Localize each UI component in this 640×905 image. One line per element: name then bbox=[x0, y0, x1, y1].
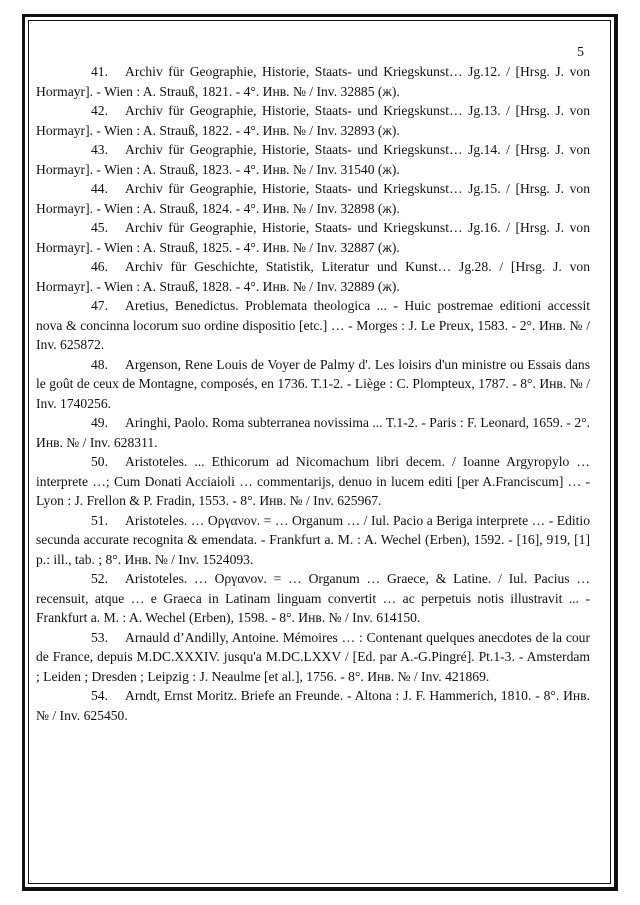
entry-number: 49. bbox=[91, 415, 108, 430]
entry-number: 51. bbox=[91, 512, 108, 528]
catalog-entry bbox=[36, 355, 590, 414]
catalog-entry bbox=[36, 569, 590, 628]
entry-number: 48. bbox=[91, 356, 108, 372]
entry-number: 50. bbox=[91, 454, 108, 469]
page-number: 5 bbox=[577, 45, 584, 60]
catalog-entry bbox=[36, 686, 590, 725]
entry-number: 53. bbox=[91, 629, 108, 645]
catalog-entry bbox=[36, 62, 590, 101]
entry-text: Arndt, Ernst Moritz. Briefe an Freunde. - Altona : J. F. Hammerich, 1810. - 8°. Инв. № / Inv. 625450. bbox=[36, 688, 590, 723]
catalog-entry bbox=[36, 218, 590, 257]
catalog-entry bbox=[36, 257, 590, 296]
entry-text: Archiv für Geographie, Historie, Staats- und Kriegskunst… Jg.12. / [Hrsg. J. von Hormayr]. - Wien : A. Strauß, 1821. - 4°. Инв. № / Inv. 32885 (ж). bbox=[36, 64, 590, 99]
entry-text: Aristoteles. … Οργανον. = … Organum … Graece, & Latine. / Iul. Pacius … recensuit, atque … e Graeca in Latinam linguam convertit … ac perpetuis notis illustravit ... - Frankfurt a. M. : A. Wechel (Erben), 1598. - 8°. Инв. № / Inv. 614150. bbox=[36, 571, 590, 625]
entry-text: Archiv für Geschichte, Statistik, Literatur und Kunst… Jg.28. / [Hrsg. J. von Hormayr]. - Wien : A. Strauß, 1828. - 4°. Инв. № / Inv. 32889 (ж). bbox=[36, 259, 590, 294]
entry-number: 43. bbox=[91, 142, 108, 157]
entry-text: Arnauld d’Andilly, Antoine. Mémoires … : Contenant quelques anecdotes de la cour de France, depuis M.DC.XXXIV. jusqu'a M.DC.LXXV / [Ed. par A.-G.Pingré]. Pt.1-3. - Amsterdam ; Leiden ; Dresden ; Leipzig : J. Neaulme [et al.], 1756. - 8°. Инв. № / Inv. 421869. bbox=[36, 629, 590, 684]
entry-number: 46. bbox=[91, 259, 108, 274]
entry-text: Archiv für Geographie, Historie, Staats- und Kriegskunst… Jg.14. / [Hrsg. J. von Hormayr]. - Wien : A. Strauß, 1823. - 4°. Инв. № / Inv. 31540 (ж). bbox=[36, 142, 590, 177]
entry-number: 47. bbox=[91, 298, 108, 313]
entry-number: 42. bbox=[91, 103, 108, 118]
catalog-page bbox=[36, 44, 590, 725]
entry-number: 45. bbox=[91, 220, 108, 235]
entry-text: Aringhi, Paolo. Roma subterranea novissima ... T.1-2. - Paris : F. Leonard, 1659. - 2°. Инв. № / Inv. 628311. bbox=[36, 415, 590, 450]
entry-text: Aristoteles. ... Ethicorum ad Nicomachum libri decem. / Ioanne Argyropylo … interprete …; Cum Donati Acciaioli … commentarijs, denuo in lucem editi [per A.Franciscum] … - Lyon : J. Frellon & P. Fradin, 1553. - 8°. Инв. № / Inv. 625967. bbox=[36, 454, 590, 508]
catalog-entry bbox=[36, 296, 590, 355]
entry-text: Aristoteles. … Οργανον. = … Organum … / Iul. Pacio a Beriga interprete … - Editio secunda accurate recognita & emendata. - Frankfurt a. M. : A. Wechel (Erben), 1592. - [16], 919, [1] p.: ill., tab. ; 8°. Инв. № / Inv. 1524093. bbox=[36, 512, 590, 567]
entry-text: Archiv für Geographie, Historie, Staats- und Kriegskunst… Jg.13. / [Hrsg. J. von Hormayr]. - Wien : A. Strauß, 1822. - 4°. Инв. № / Inv. 32893 (ж). bbox=[36, 103, 590, 138]
catalog-entry bbox=[36, 140, 590, 179]
catalog-entry bbox=[36, 101, 590, 140]
catalog-entry bbox=[36, 452, 590, 511]
catalog-entry bbox=[36, 413, 590, 452]
entry-text: Aretius, Benedictus. Problemata theologica ... - Huic postremae editioni accessit nova & concinna locorum suo ordine dispositio [etc.] … - Morges : J. Le Preux, 1583. - 2°. Инв. № / Inv. 625872. bbox=[36, 298, 590, 352]
entry-text: Archiv für Geographie, Historie, Staats- und Kriegskunst… Jg.15. / [Hrsg. J. von Hormayr]. - Wien : A. Strauß, 1824. - 4°. Инв. № / Inv. 32898 (ж). bbox=[36, 181, 590, 216]
catalog-entry bbox=[36, 179, 590, 218]
catalog-entry bbox=[36, 628, 590, 687]
entry-number: 44. bbox=[91, 181, 108, 196]
entry-number: 54. bbox=[91, 688, 108, 703]
entry-number: 41. bbox=[91, 64, 108, 79]
entry-text: Archiv für Geographie, Historie, Staats- und Kriegskunst… Jg.16. / [Hrsg. J. von Hormayr]. - Wien : A. Strauß, 1825. - 4°. Инв. № / Inv. 32887 (ж). bbox=[36, 220, 590, 255]
entry-number: 52. bbox=[91, 571, 108, 586]
entry-text: Argenson, Rene Louis de Voyer de Palmy d'. Les loisirs d'un ministre ou Essais dans le goût de ceux de Montagne, composés, en 1736. T.1-2. - Liège : C. Plompteux, 1787. - 8°. Инв. № / Inv. 1740256. bbox=[36, 356, 590, 411]
catalog-entry bbox=[36, 511, 590, 570]
